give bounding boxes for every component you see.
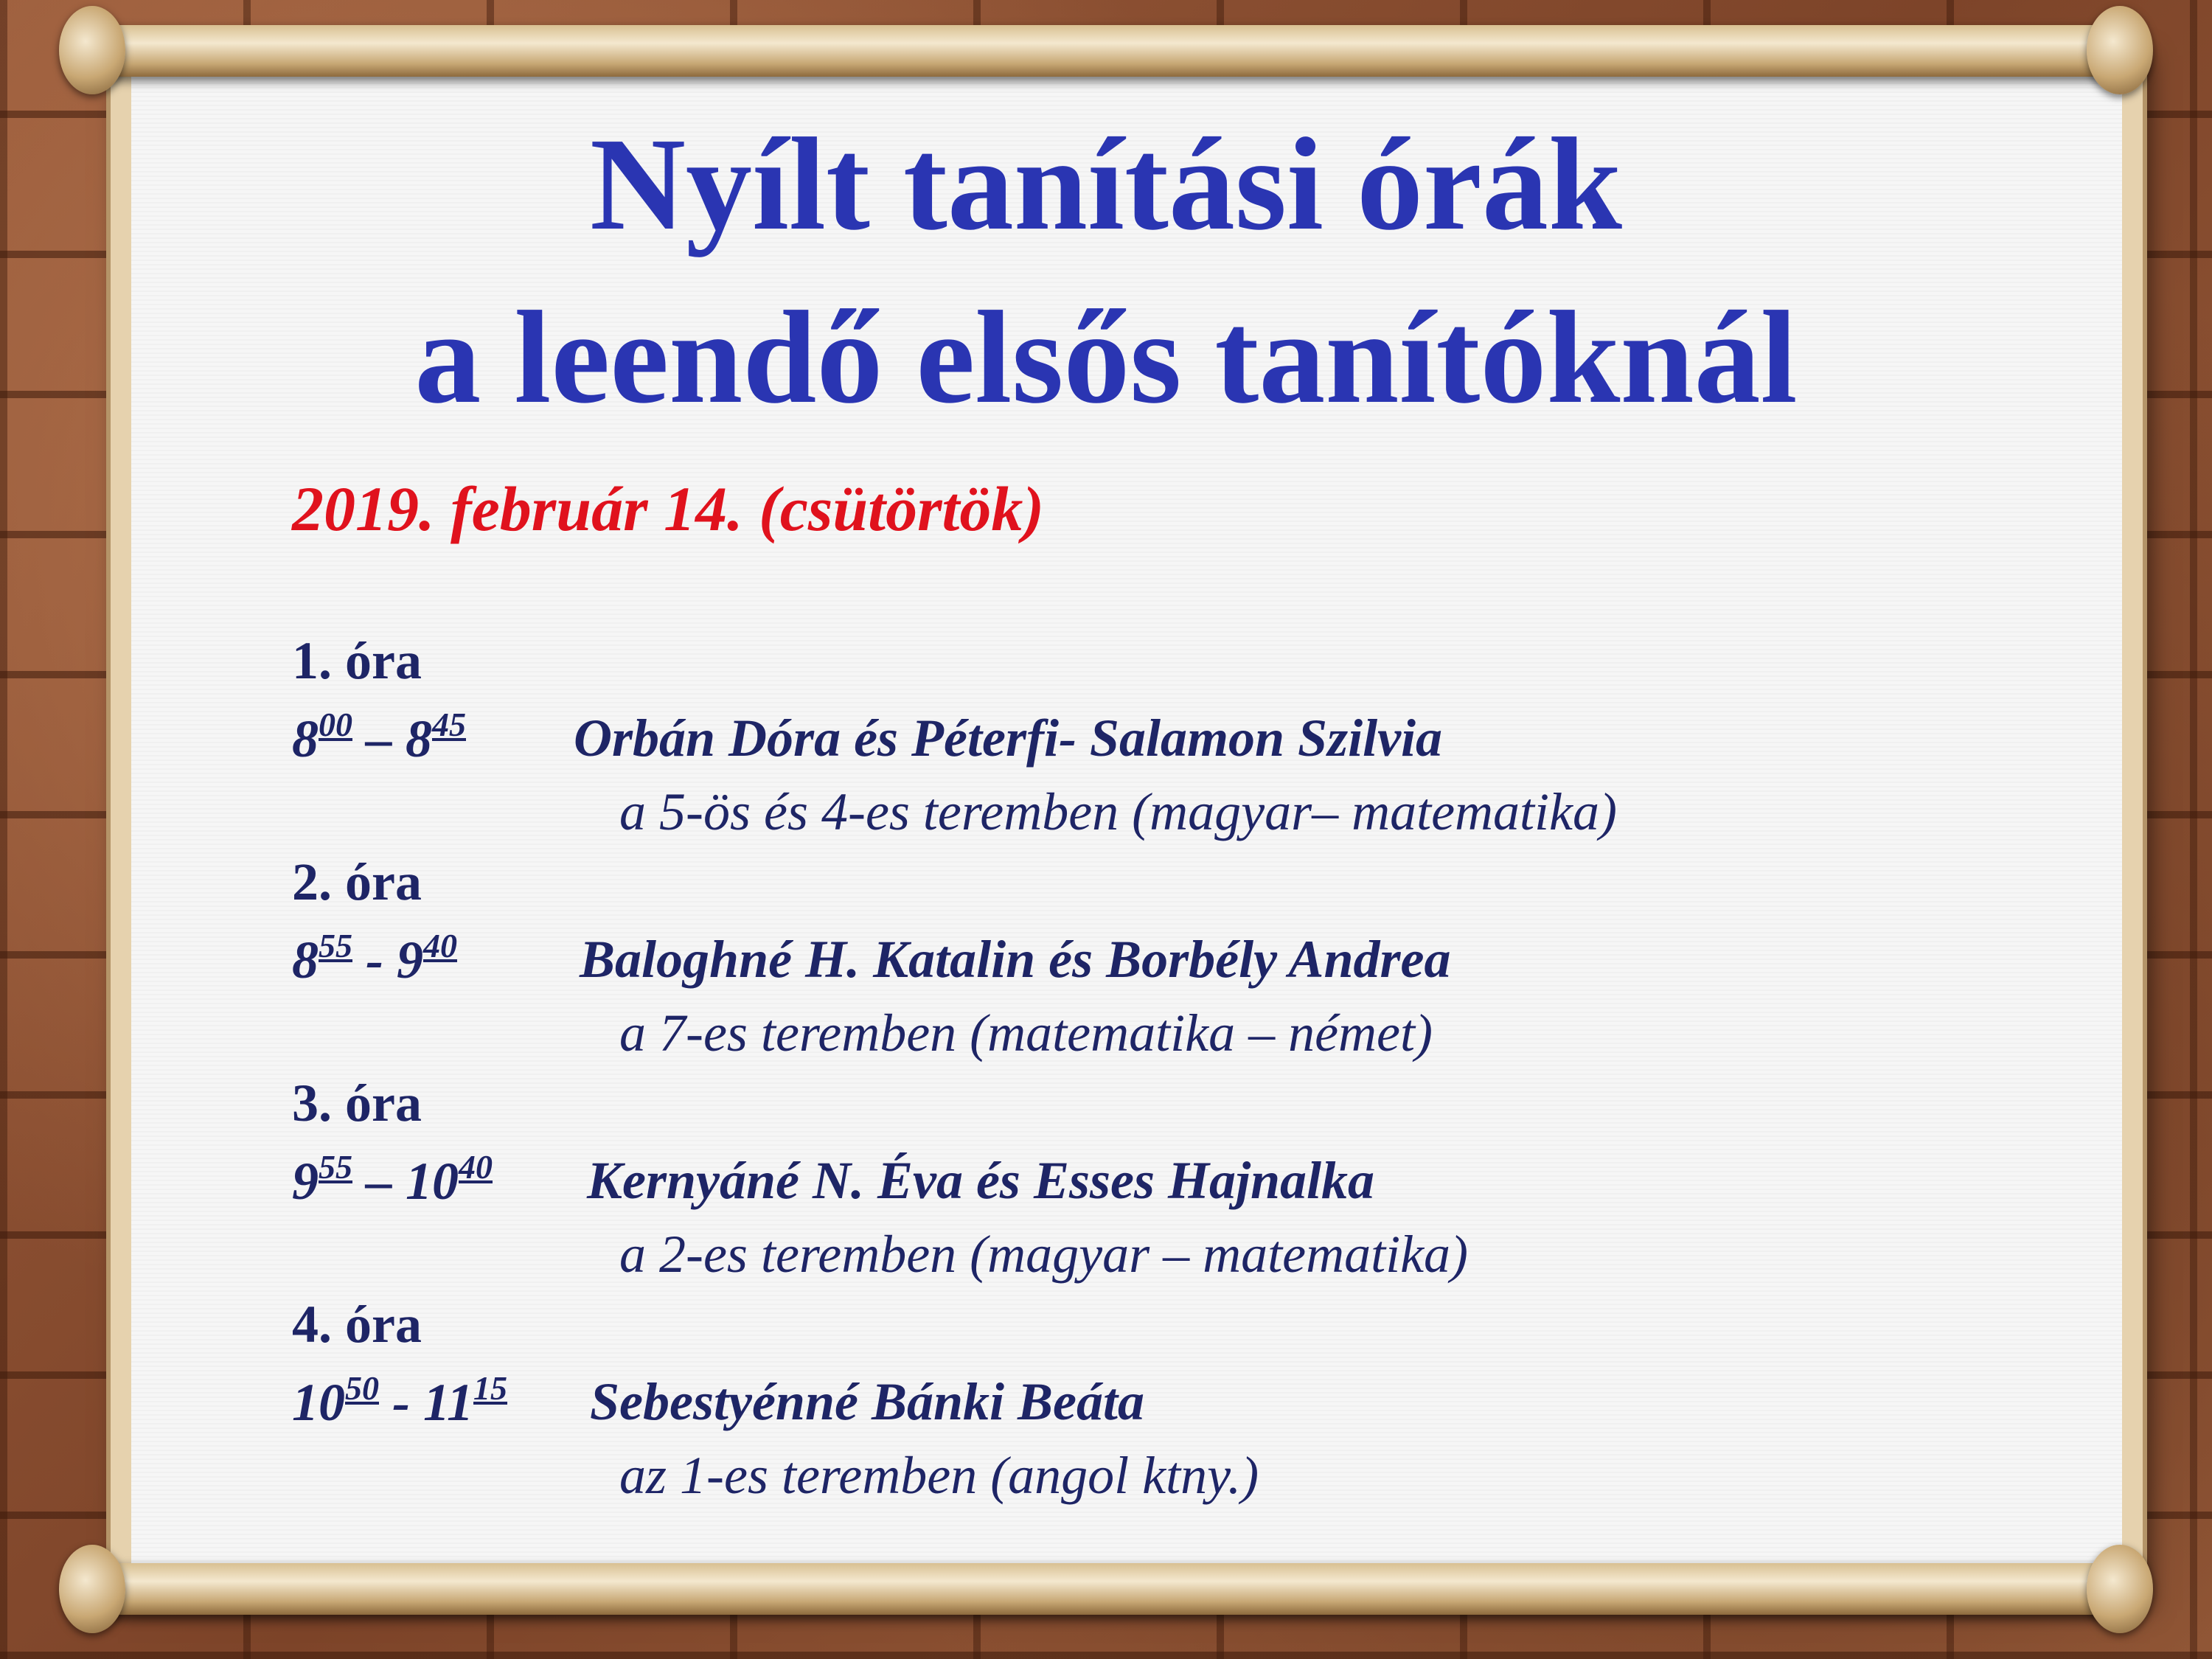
lesson-label: 4. óra [292,1295,422,1354]
lesson-time: $8^{00} - 8^{45}$ [292,706,466,768]
lesson-time: $9^{55} - 10^{40}$ [292,1148,493,1211]
scroll-roll-end-top-right [2087,6,2153,94]
event-date: 2019. február 14. (csütörtök) [292,473,1045,544]
lesson-time: $10^{50} - 11^{15}$ [292,1369,508,1432]
lesson-time: $8^{55} - 9^{40}$ [292,927,457,990]
lesson-teachers: Kernyáné N. Éva és Esses Hajnalka [587,1151,1375,1210]
title-line-2: a leendő elsős tanítóknál [414,284,1798,431]
lesson-room: a 5-ös és 4-es teremben (magyar– matematika) [619,782,1617,841]
scroll-roll-end-bottom-left [59,1545,125,1633]
scroll-roll-end-top-left [59,6,125,94]
lesson-label: 1. óra [292,631,422,690]
lesson-label: 3. óra [292,1074,422,1133]
lesson-room: az 1-es teremben (angol ktny.) [619,1446,1259,1505]
lesson-teachers: Orbán Dóra és Péterfi- Salamon Szilvia [574,709,1443,768]
lesson-label: 2. óra [292,852,422,911]
lesson-teachers: Sebestyénné Bánki Beáta [590,1372,1144,1431]
title-line-1: Nyílt tanítási órák [589,111,1622,257]
lesson-room: a 2-es teremben (magyar – matematika) [619,1225,1469,1284]
lesson-room: a 7-es teremben (matematika – német) [619,1004,1433,1062]
scroll-roll-end-bottom-right [2087,1545,2153,1633]
scroll-bottom-roll [66,1563,2146,1615]
scroll-top-roll [66,25,2146,77]
lesson-teachers: Baloghné H. Katalin és Borbély Andrea [580,930,1451,989]
